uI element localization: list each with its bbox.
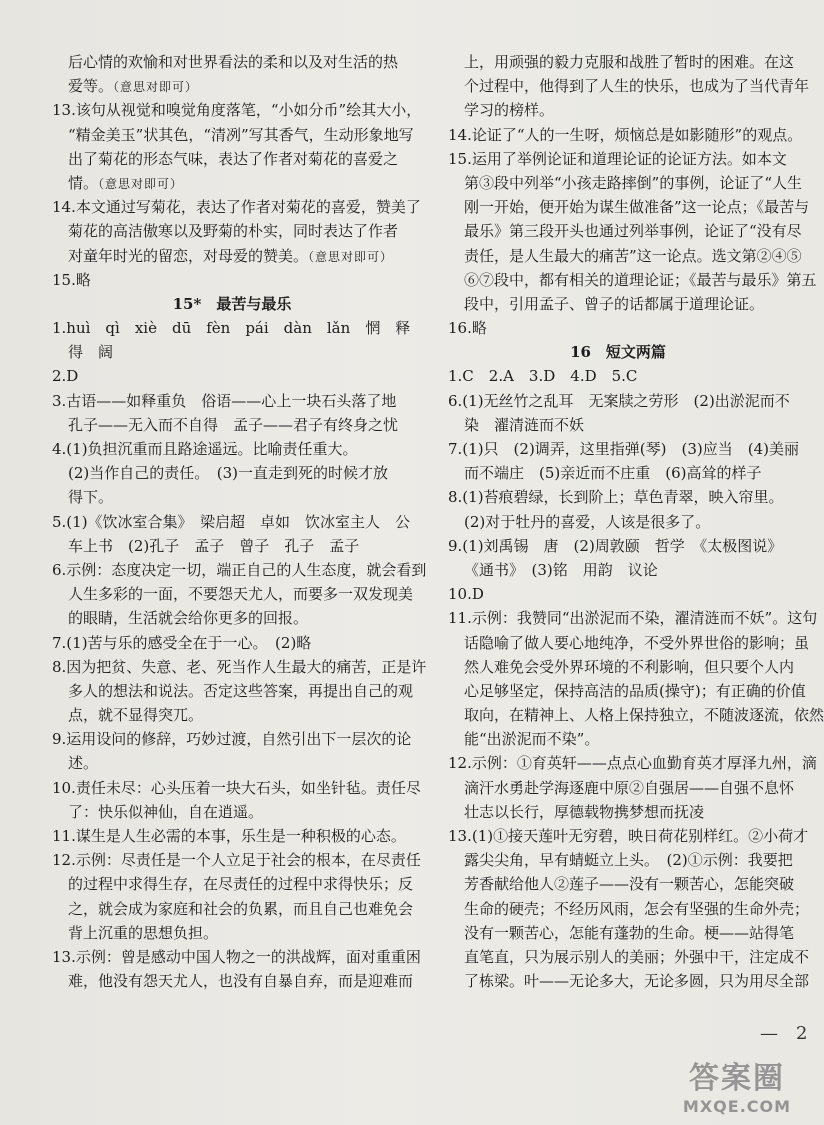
answer-line (448, 945, 810, 969)
answer-line (448, 413, 788, 437)
line-text: 菊花的高洁傲寒以及野菊的朴实，同时表达了作者 (68, 222, 399, 241)
answer-line (448, 195, 810, 219)
line-note: （意思对即可） (308, 249, 394, 264)
line-text: 11.示例：我赞同“出淤泥而不染，濯清涟而不妖”。这句 (448, 609, 818, 628)
line-text: 芳香献给他人②莲子——没有一颗苦心，怎能突破 (464, 875, 795, 894)
answer-line (448, 510, 788, 534)
answer-line (52, 606, 412, 630)
answer-line (52, 244, 412, 268)
line-text: 壮志以长行，厚德载物携梦想而抚凌 (464, 802, 705, 821)
answer-line (52, 969, 412, 993)
answer-line (52, 848, 421, 872)
answer-line (52, 800, 412, 824)
answer-line (448, 848, 793, 872)
answer-line (52, 98, 422, 122)
answer-line (52, 50, 412, 74)
answer-line (52, 727, 412, 751)
answer-line (52, 703, 412, 727)
answer-line (448, 776, 795, 800)
line-text: 个过程中，他得到了人生的快乐，也成为了当代青年 (464, 77, 810, 96)
line-text: 15* 最苦与最乐 (172, 294, 292, 313)
line-text: 孔子——无入而不自得 孟子——君子有终身之忧 (68, 415, 399, 434)
answer-line (448, 123, 803, 147)
answer-line (52, 219, 412, 243)
section-heading (52, 292, 412, 316)
answer-line (52, 147, 412, 171)
answer-line (448, 824, 809, 848)
answer-line (52, 316, 412, 340)
answer-line (448, 268, 817, 292)
line-text: 12.示例：尽责任是一个人立足于社会的根本，在尽责任 (52, 851, 421, 870)
line-text: 上，用顽强的毅力克服和战胜了暂时的困难。在这 (464, 53, 795, 71)
answer-line (52, 558, 427, 582)
line-text: 直笔直，只为展示别人的美丽；外强中干，注定成不 (464, 947, 810, 966)
answer-line (52, 824, 412, 848)
left-column (52, 50, 427, 993)
line-text: 之，就会成为家庭和社会的负累，而且自己也难免会 (68, 899, 414, 918)
line-text: 能“出淤泥而不染”。 (464, 730, 600, 749)
line-text: 5.(1)《饮冰室合集》 梁启超 卓如 饮冰室主人 公 (52, 512, 411, 531)
line-note: （意思对即可） (113, 80, 199, 95)
answer-line (448, 969, 810, 993)
answer-line (52, 510, 412, 534)
line-text: 后心情的欢愉和对世界看法的柔和以及对生活的热 (68, 53, 399, 71)
line-text: 14.本文通过写菊花，表达了作者对菊花的喜爱，赞美了 (52, 198, 421, 217)
line-text: 滴汗水勇赴学海逐鹿中原②自强居——自强不息怀 (464, 778, 795, 797)
line-text: 人生多彩的一面，不要怨天尤人，而要多一双发现美 (68, 585, 414, 604)
line-text: 15.略 (52, 270, 91, 289)
line-text: 露尖尖角，早有蜻蜓立上头。 (2)①示例：我要把 (464, 851, 793, 870)
answer-line (52, 195, 421, 219)
line-text: 的过程中求得生存，在尽责任的过程中求得快乐；反 (68, 875, 414, 894)
line-text: 了栋梁。叶——无论多大，无论多圆，只为用尽全部 (464, 972, 810, 991)
answer-line (448, 558, 788, 582)
answer-line (52, 897, 412, 921)
answer-line (448, 534, 788, 558)
answer-line (52, 945, 421, 969)
line-text: 13.示例：曾是感动中国人物之一的洪战辉，面对重重困 (52, 947, 421, 966)
line-text: 2.D (52, 367, 79, 386)
answer-line (448, 921, 795, 945)
answer-line (448, 485, 788, 509)
answer-line (448, 703, 824, 727)
answer-line (448, 389, 788, 413)
answer-line (448, 897, 810, 921)
line-text: 话隐喻了做人要心地纯净，不受外界世俗的影响；虽 (464, 633, 810, 652)
answer-line (448, 219, 802, 243)
line-text: 13.(1)①接天莲叶无穷碧，映日荷花别样红。②小荷才 (448, 827, 809, 845)
line-note: （意思对即可） (98, 176, 184, 191)
answer-line (52, 751, 412, 775)
line-text: 的眼睛，生活就会给你更多的回报。 (68, 609, 309, 628)
line-text: 点，就不显得突兀。 (68, 706, 204, 725)
line-text: 9.运用设问的修辞，巧妙过渡，自然引出下一层次的论 (52, 730, 412, 749)
line-text: 7.(1)苦与乐的感受全在于一心。 (2)略 (52, 633, 312, 652)
line-text: ⑥⑦段中，都有相关的道理论证；《最苦与最乐》第五 (464, 270, 817, 289)
answer-line (448, 751, 817, 775)
answer-line (448, 631, 810, 655)
answer-line (52, 413, 412, 437)
line-text: 12.示例：①育英轩——点点心血勤育英才厚泽九州，滴 (448, 754, 817, 773)
answer-line (52, 364, 412, 388)
answer-line (448, 800, 788, 824)
line-text: 责任，是人生最大的痛苦”这一论点。选文第②④⑤ (464, 246, 802, 265)
line-text: 第③段中列举“小孩走路摔倒”的事例，论证了“人生 (464, 173, 803, 192)
line-text: 得 阔 (68, 343, 114, 362)
answer-line (448, 582, 788, 606)
line-text: 最乐》第三段开头也通过列举事例，论证了“没有尽 (464, 222, 802, 241)
watermark-url: MXQE.COM (682, 1097, 792, 1116)
line-text: 学习的榜样。 (464, 101, 555, 120)
line-text: 10.D (448, 585, 484, 604)
answer-line (448, 244, 802, 268)
line-text: 7.(1)只 (2)调弄，这里指弹(琴) (3)应当 (4)美丽 (448, 440, 800, 458)
answer-line (448, 50, 795, 74)
line-text: 4.(1)负担沉重而且路途遥远。比喻责任重大。 (52, 440, 358, 458)
answer-line (448, 437, 800, 461)
line-text: (2)对于牡丹的喜爱，人该是很多了。 (464, 512, 711, 531)
line-text: 取向，在精神上、人格上保持独立，不随波逐流，依然 (464, 706, 824, 725)
answer-line (448, 171, 803, 195)
line-text: 然人难免会受外界环境的不利影响，但只要个人内 (464, 657, 795, 676)
answer-line (52, 268, 412, 292)
answer-line (52, 437, 412, 461)
line-text: 1.huì qì xiè dū fèn pái dàn lǎn 惘 释 (52, 319, 411, 338)
line-text: 心足够坚定，保持高洁的品质(操守)；有正确的价值 (464, 681, 806, 700)
line-text: 得下。 (68, 488, 114, 507)
right-column (448, 50, 824, 993)
line-text: 难，他没有怨天尤人，也没有自暴自弃，而是迎难而 (68, 972, 414, 991)
answer-line (448, 292, 788, 316)
line-text: 8.因为把贫、失意、老、死当作人生最大的痛苦，正是许 (52, 657, 427, 676)
answer-line (52, 485, 412, 509)
answer-line (52, 534, 412, 558)
line-text: 了：快乐似神仙，自在逍遥。 (68, 802, 264, 821)
line-text: 生命的硬壳；不经历风雨，怎会有坚强的生命外壳； (464, 899, 810, 918)
watermark-logo: 答案圈 (689, 1061, 785, 1096)
watermark (672, 1061, 802, 1117)
answer-line (52, 631, 412, 655)
line-text: 13.该句从视觉和嗅觉角度落笔，“小如分币”绘其大小， (52, 101, 422, 120)
answer-line (52, 679, 412, 703)
line-text: 6.(1)无丝竹之乱耳 无案牍之劳形 (2)出淤泥而不 (448, 391, 790, 410)
answer-line (448, 98, 788, 122)
section-heading (448, 340, 788, 364)
answer-line (52, 921, 412, 945)
answer-line (448, 74, 810, 98)
line-text: 述。 (68, 754, 99, 773)
line-text: 背上沉重的思想负担。 (68, 923, 219, 942)
line-text: 1.C 2.A 3.D 4.D 5.C (448, 367, 638, 386)
line-text: 6.示例：态度决定一切，端正自己的人生态度，就会看到 (52, 560, 427, 579)
line-text: 《通书》 (3)铭 用韵 议论 (464, 560, 658, 579)
line-text: “精金美玉”状其色，“清冽”写其香气，生动形象地写 (68, 125, 414, 144)
line-text: 8.(1)苔痕碧绿，长到阶上；草色青翠，映入帘里。 (448, 488, 784, 507)
line-text: 情。 (68, 173, 99, 192)
line-text: 出了菊花的形态气味，表达了作者对菊花的喜爱之 (68, 149, 399, 168)
answer-line (52, 340, 412, 364)
line-text: 而不端庄 (5)亲近而不庄重 (6)高耸的样子 (464, 464, 762, 483)
answer-line (52, 655, 427, 679)
answer-line (52, 171, 412, 195)
line-text: 11.谋生是人生必需的本事，乐生是一种积极的心态。 (52, 827, 406, 845)
answer-line (448, 461, 788, 485)
page-number: — 2 (760, 1023, 808, 1044)
line-text: 15.运用了举例论证和道理论证的论证方法。如本文 (448, 149, 787, 168)
line-text: 车上书 (2)孔子 孟子 曾子 孔子 孟子 (68, 536, 360, 555)
answer-line (52, 123, 412, 147)
answer-line (448, 727, 788, 751)
line-text: 染 濯清涟而不妖 (464, 415, 585, 434)
answer-line (52, 582, 412, 606)
line-text: 多人的想法和说法。否定这些答案，再提出自己的观 (68, 681, 414, 700)
line-text: 爱等。 (68, 77, 114, 96)
line-text: 9.(1)刘禹锡 唐 (2)周敦颐 哲学 《太极图说》 (448, 536, 783, 555)
answer-line (52, 872, 412, 896)
line-text: (2)当作自己的责任。 (3)一直走到死的时候才放 (68, 464, 388, 483)
answer-line (448, 316, 788, 340)
answer-line (448, 606, 818, 630)
answer-line (448, 147, 788, 171)
line-text: 刚一开始，便开始为谋生做准备”这一论点；《最苦与 (464, 198, 810, 217)
answer-line (52, 461, 412, 485)
answer-line (52, 776, 421, 800)
answer-line (448, 364, 788, 388)
line-text: 段中，引用孟子、曾子的话都属于道理论证。 (464, 294, 765, 313)
answer-line (52, 74, 412, 98)
line-text: 14.论证了“人的一生呀，烦恼总是如影随形”的观点。 (448, 125, 803, 144)
line-text: 没有一颗苦心，怎能有蓬勃的生命。梗——站得笔 (464, 923, 795, 942)
answer-line (448, 679, 806, 703)
line-text: 3.古语——如释重负 俗语——心上一块石头落了地 (52, 391, 397, 410)
line-text: 16 短文两篇 (570, 343, 666, 362)
answer-line (52, 389, 412, 413)
line-text: 16.略 (448, 319, 487, 338)
answer-line (448, 872, 795, 896)
answer-line (448, 655, 795, 679)
line-text: 10.责任未尽：心头压着一块大石头，如坐针毡。责任尽 (52, 778, 421, 797)
line-text: 对童年时光的留恋，对母爱的赞美。 (68, 246, 309, 265)
